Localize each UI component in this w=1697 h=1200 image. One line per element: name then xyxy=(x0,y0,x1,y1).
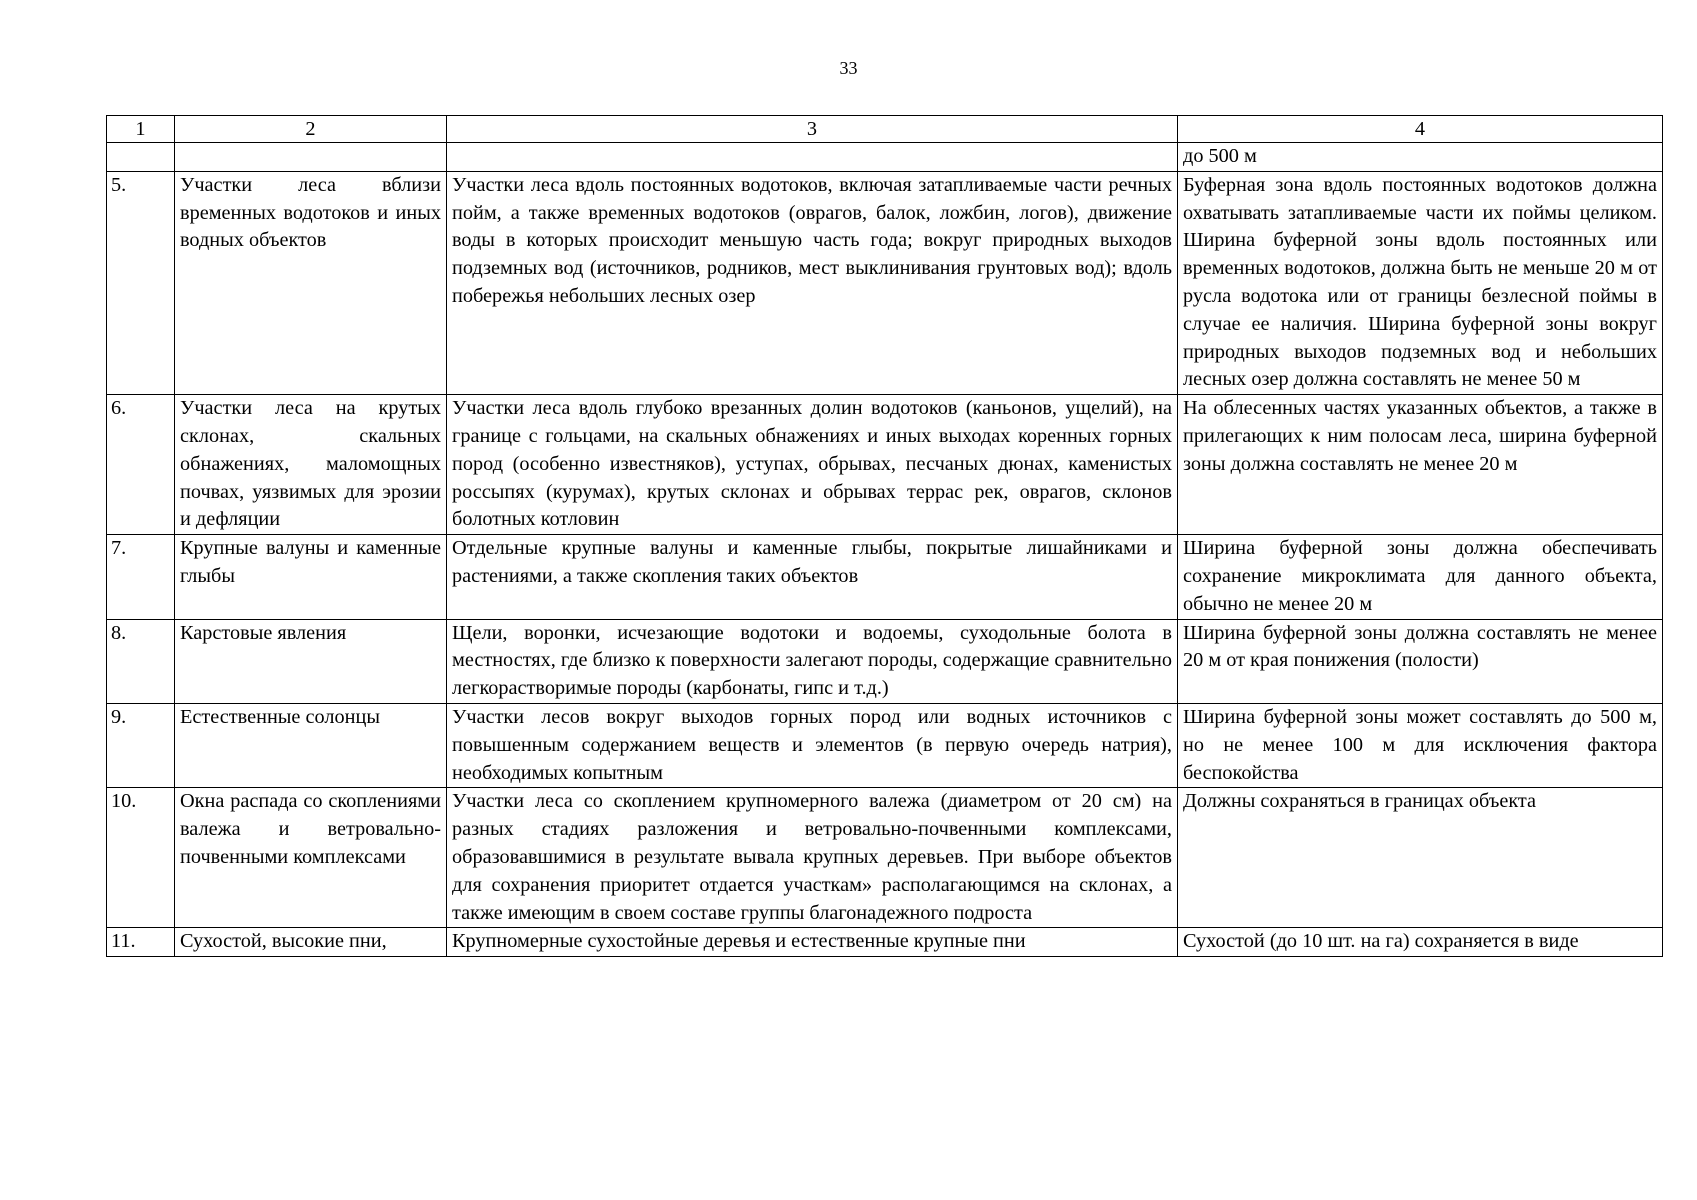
row-number: 6. xyxy=(107,395,175,535)
row-number: 10. xyxy=(107,788,175,928)
header-cell-3: 3 xyxy=(447,116,1178,143)
table-cell xyxy=(175,143,447,172)
buffer-cell: Сухостой (до 10 шт. на га) сохраняется в виде xyxy=(1178,928,1663,957)
row-number: 9. xyxy=(107,703,175,787)
table-row xyxy=(107,619,1663,703)
row-number: 11. xyxy=(107,928,175,957)
buffer-cell: Ширина буферной зоны должна обеспечивать сохранение микроклимата для данного объекта, обычно не менее 20 м xyxy=(1178,535,1663,619)
table-cell xyxy=(447,143,1178,172)
object-name-cell: Естественные солонцы xyxy=(175,703,447,787)
buffer-cell: Буферная зона вдоль постоянных водотоков должна охватывать затапливаемые части их поймы целиком. Ширина буферной зоны вдоль постоянных или временных водотоков, должна быть не меньше 20 м от русла водотока или от границы безлесной поймы в случае ее наличия. Ширина буферной зоны вокруг природных выходов подземных вод и небольших лесных озер должна составлять не менее 50 м xyxy=(1178,171,1663,394)
table-row xyxy=(107,395,1663,535)
continuation-row xyxy=(107,143,1663,172)
description-cell: Щели, воронки, исчезающие водотоки и водоемы, суходольные болота в местностях, где близко к поверхности залегают породы, содержащие сравнительно легкорастворимые породы (карбонаты, гипс и т.д.) xyxy=(447,619,1178,703)
buffer-cell: Ширина буферной зоны может составлять до 500 м, но не менее 100 м для исключения фактора беспокойства xyxy=(1178,703,1663,787)
header-cell-4: 4 xyxy=(1178,116,1663,143)
header-cell-2: 2 xyxy=(175,116,447,143)
table-cell xyxy=(107,143,175,172)
row-number: 7. xyxy=(107,535,175,619)
description-cell: Крупномерные сухостойные деревья и естественные крупные пни xyxy=(447,928,1178,957)
description-cell: Участки леса вдоль постоянных водотоков, включая затапливаемые части речных пойм, а также временных водотоков (оврагов, балок, ложбин, логов), движение воды в которых происходит меньшую часть года; вокруг природных выходов подземных вод (источников, родников, мест выклинивания грунтовых вод); вдоль побережья небольших лесных озер xyxy=(447,171,1178,394)
row-number: 5. xyxy=(107,171,175,394)
object-name-cell: Карстовые явления xyxy=(175,619,447,703)
description-cell: Участки леса со скоплением крупномерного валежа (диаметром от 20 см) на разных стадиях разложения и ветровально-почвенными комплексами, образовавшимися в результате вывала крупных деревьев. При выборе объектов для сохранения приоритет отдается участкам» располагающимся на склонах, а также имеющим в своем составе группы благонадежного подроста xyxy=(447,788,1178,928)
page-number: 33 xyxy=(839,58,858,78)
description-cell: Участки леса вдоль глубоко врезанных долин водотоков (каньонов, ущелий), на границе с гольцами, на скальных обнажениях и иных выходах коренных горных пород (особенно известняков), уступах, обрывах, песчаных дюнах, каменистых россыпях (курумах), крутых склонах и обрывах террас рек, оврагов, склонов болотных котловин xyxy=(447,395,1178,535)
object-name-cell: Сухостой, высокие пни, xyxy=(175,928,447,957)
table-row xyxy=(107,788,1663,928)
buffer-cell: до 500 м xyxy=(1178,143,1663,172)
description-cell: Отдельные крупные валуны и каменные глыбы, покрытые лишайниками и растениями, а также скопления таких объектов xyxy=(447,535,1178,619)
header-cell-1: 1 xyxy=(107,116,175,143)
object-name-cell: Окна распада со скоплениями валежа и ветровально-почвенными комплексами xyxy=(175,788,447,928)
table-row xyxy=(107,535,1663,619)
description-cell: Участки лесов вокруг выходов горных пород или водных источников с повышенным содержанием веществ и элементов (в первую очередь натрия), необходимых копытным xyxy=(447,703,1178,787)
table-header-row xyxy=(107,116,1663,143)
table-row xyxy=(107,703,1663,787)
buffer-cell: На облесенных частях указанных объектов, а также в прилегающих к ним полосам леса, ширина буферной зоны должна составлять не менее 20 м xyxy=(1178,395,1663,535)
buffer-zone-table xyxy=(106,115,1663,957)
table-row xyxy=(107,171,1663,394)
buffer-cell: Должны сохраняться в границах объекта xyxy=(1178,788,1663,928)
row-number: 8. xyxy=(107,619,175,703)
buffer-cell: Ширина буферной зоны должна составлять не менее 20 м от края понижения (полости) xyxy=(1178,619,1663,703)
table-row xyxy=(107,928,1663,957)
object-name-cell: Участки леса на крутых склонах, скальных обнажениях, маломощных почвах, уязвимых для эрозии и дефляции xyxy=(175,395,447,535)
object-name-cell: Участки леса вблизи временных водотоков и иных водных объектов xyxy=(175,171,447,394)
object-name-cell: Крупные валуны и каменные глыбы xyxy=(175,535,447,619)
